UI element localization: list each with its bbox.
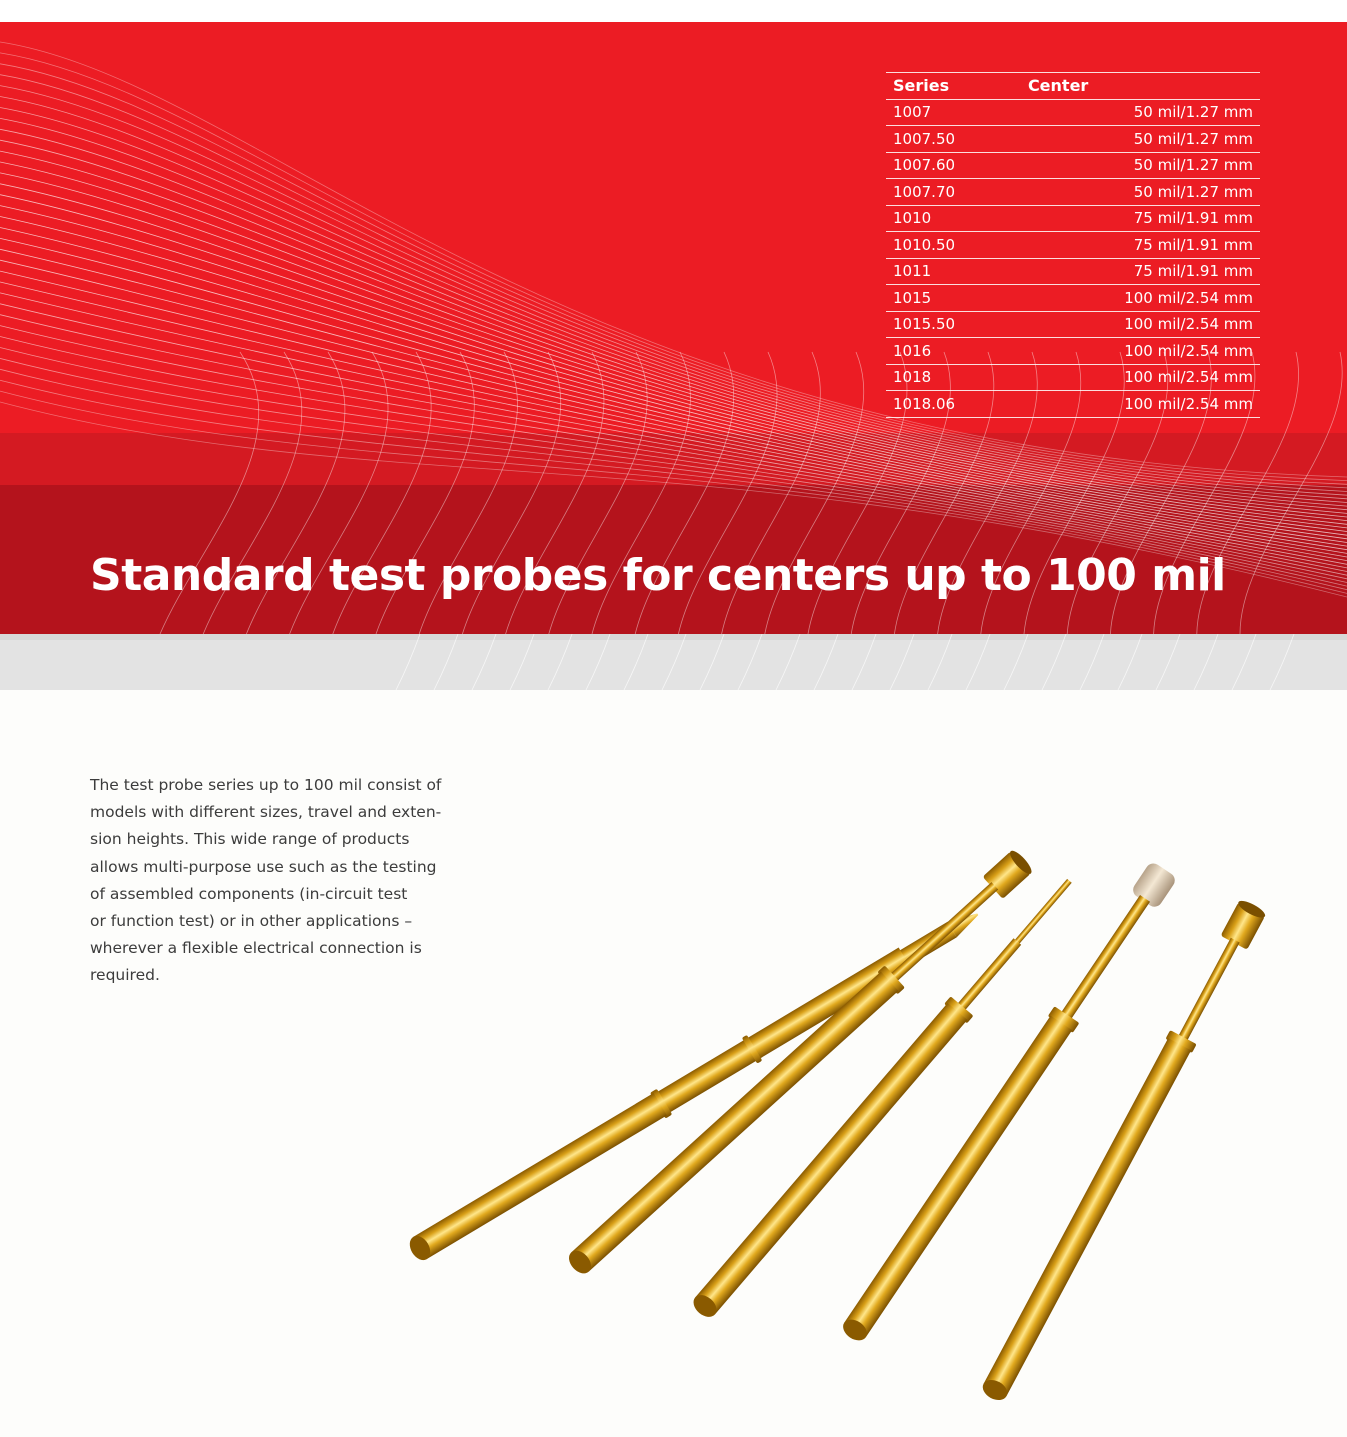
series-table-row bbox=[886, 232, 1260, 259]
series-cell: 1018.06 bbox=[886, 391, 1016, 418]
intro-line: wherever a flexible electrical connection is bbox=[90, 939, 422, 958]
series-table-row bbox=[886, 258, 1260, 285]
grey-strip-line bbox=[1194, 634, 1218, 690]
center-cell: 50 mil/1.27 mm bbox=[1016, 152, 1260, 179]
series-table-row bbox=[886, 205, 1260, 232]
series-cell: 1010.50 bbox=[886, 232, 1016, 259]
grey-strip-line bbox=[928, 634, 952, 690]
grey-strip-line bbox=[1270, 634, 1294, 690]
top-margin bbox=[0, 0, 1347, 22]
series-cell: 1011 bbox=[886, 258, 1016, 285]
series-table-row bbox=[886, 126, 1260, 153]
test-probes-photo bbox=[380, 800, 1300, 1420]
series-cell: 1015 bbox=[886, 285, 1016, 312]
series-table-row bbox=[886, 99, 1260, 126]
grey-strip-line bbox=[1118, 634, 1142, 690]
series-table-row bbox=[886, 338, 1260, 365]
series-cell: 1010 bbox=[886, 205, 1016, 232]
series-cell: 1007 bbox=[886, 99, 1016, 126]
grey-strip-line bbox=[548, 634, 572, 690]
center-cell: 100 mil/2.54 mm bbox=[1016, 338, 1260, 365]
series-column-header: Series bbox=[886, 73, 1016, 100]
grey-strip-line bbox=[1156, 634, 1180, 690]
center-cell: 50 mil/1.27 mm bbox=[1016, 179, 1260, 206]
grey-strip-line bbox=[700, 634, 724, 690]
intro-line: models with different sizes, travel and exten- bbox=[90, 803, 442, 822]
grey-strip-line bbox=[624, 634, 648, 690]
intro-line: The test probe series up to 100 mil consist of bbox=[90, 776, 442, 794]
series-cell: 1018 bbox=[886, 364, 1016, 391]
grey-strip-line bbox=[966, 634, 990, 690]
center-cell: 100 mil/2.54 mm bbox=[1016, 311, 1260, 338]
hero-banner bbox=[0, 22, 1347, 634]
center-cell: 100 mil/2.54 mm bbox=[1016, 364, 1260, 391]
grey-strip-line bbox=[510, 634, 534, 690]
grey-strip-line bbox=[586, 634, 610, 690]
center-column-header: Center bbox=[1016, 73, 1260, 100]
center-cell: 100 mil/2.54 mm bbox=[1016, 391, 1260, 418]
center-cell: 50 mil/1.27 mm bbox=[1016, 99, 1260, 126]
intro-line: or function test) or in other applications – bbox=[90, 912, 413, 931]
intro-line: of assembled components (in-circuit test bbox=[90, 884, 408, 903]
series-table-header-row bbox=[886, 73, 1260, 100]
series-cell: 1007.50 bbox=[886, 126, 1016, 153]
series-cell: 1007.70 bbox=[886, 179, 1016, 206]
series-table-row bbox=[886, 364, 1260, 391]
center-cell: 100 mil/2.54 mm bbox=[1016, 285, 1260, 312]
probe-crown-cup-short bbox=[978, 898, 1268, 1405]
intro-line: allows multi-purpose use such as the testing bbox=[90, 857, 437, 876]
series-cell: 1007.60 bbox=[886, 152, 1016, 179]
grey-strip-line bbox=[814, 634, 838, 690]
intro-line: sion heights. This wide range of products bbox=[90, 830, 410, 849]
intro-line: required. bbox=[90, 966, 160, 985]
grey-strip-line bbox=[852, 634, 876, 690]
grey-strip-line bbox=[890, 634, 914, 690]
series-table bbox=[886, 72, 1260, 418]
center-cell: 50 mil/1.27 mm bbox=[1016, 126, 1260, 153]
series-table-row bbox=[886, 179, 1260, 206]
series-table-body bbox=[886, 99, 1260, 417]
grey-strip-line bbox=[434, 634, 458, 690]
series-table-row bbox=[886, 285, 1260, 312]
grey-strip-lines bbox=[0, 634, 1347, 690]
grey-strip-line bbox=[1232, 634, 1256, 690]
grey-strip-line bbox=[1042, 634, 1066, 690]
grey-strip-line bbox=[396, 634, 420, 690]
grey-strip-line bbox=[1004, 634, 1028, 690]
center-cell: 75 mil/1.91 mm bbox=[1016, 232, 1260, 259]
grey-divider-strip bbox=[0, 634, 1347, 690]
page-title: Standard test probes for centers up to 100 mil bbox=[90, 550, 1226, 601]
center-cell: 75 mil/1.91 mm bbox=[1016, 205, 1260, 232]
series-cell: 1015.50 bbox=[886, 311, 1016, 338]
grey-strip-line bbox=[472, 634, 496, 690]
grey-strip-line bbox=[738, 634, 762, 690]
series-cell: 1016 bbox=[886, 338, 1016, 365]
center-cell: 75 mil/1.91 mm bbox=[1016, 258, 1260, 285]
series-table-row bbox=[886, 311, 1260, 338]
series-table-row bbox=[886, 391, 1260, 418]
grey-strip-line bbox=[1080, 634, 1104, 690]
grey-strip-line bbox=[776, 634, 800, 690]
series-table-row bbox=[886, 152, 1260, 179]
grey-strip-line bbox=[662, 634, 686, 690]
